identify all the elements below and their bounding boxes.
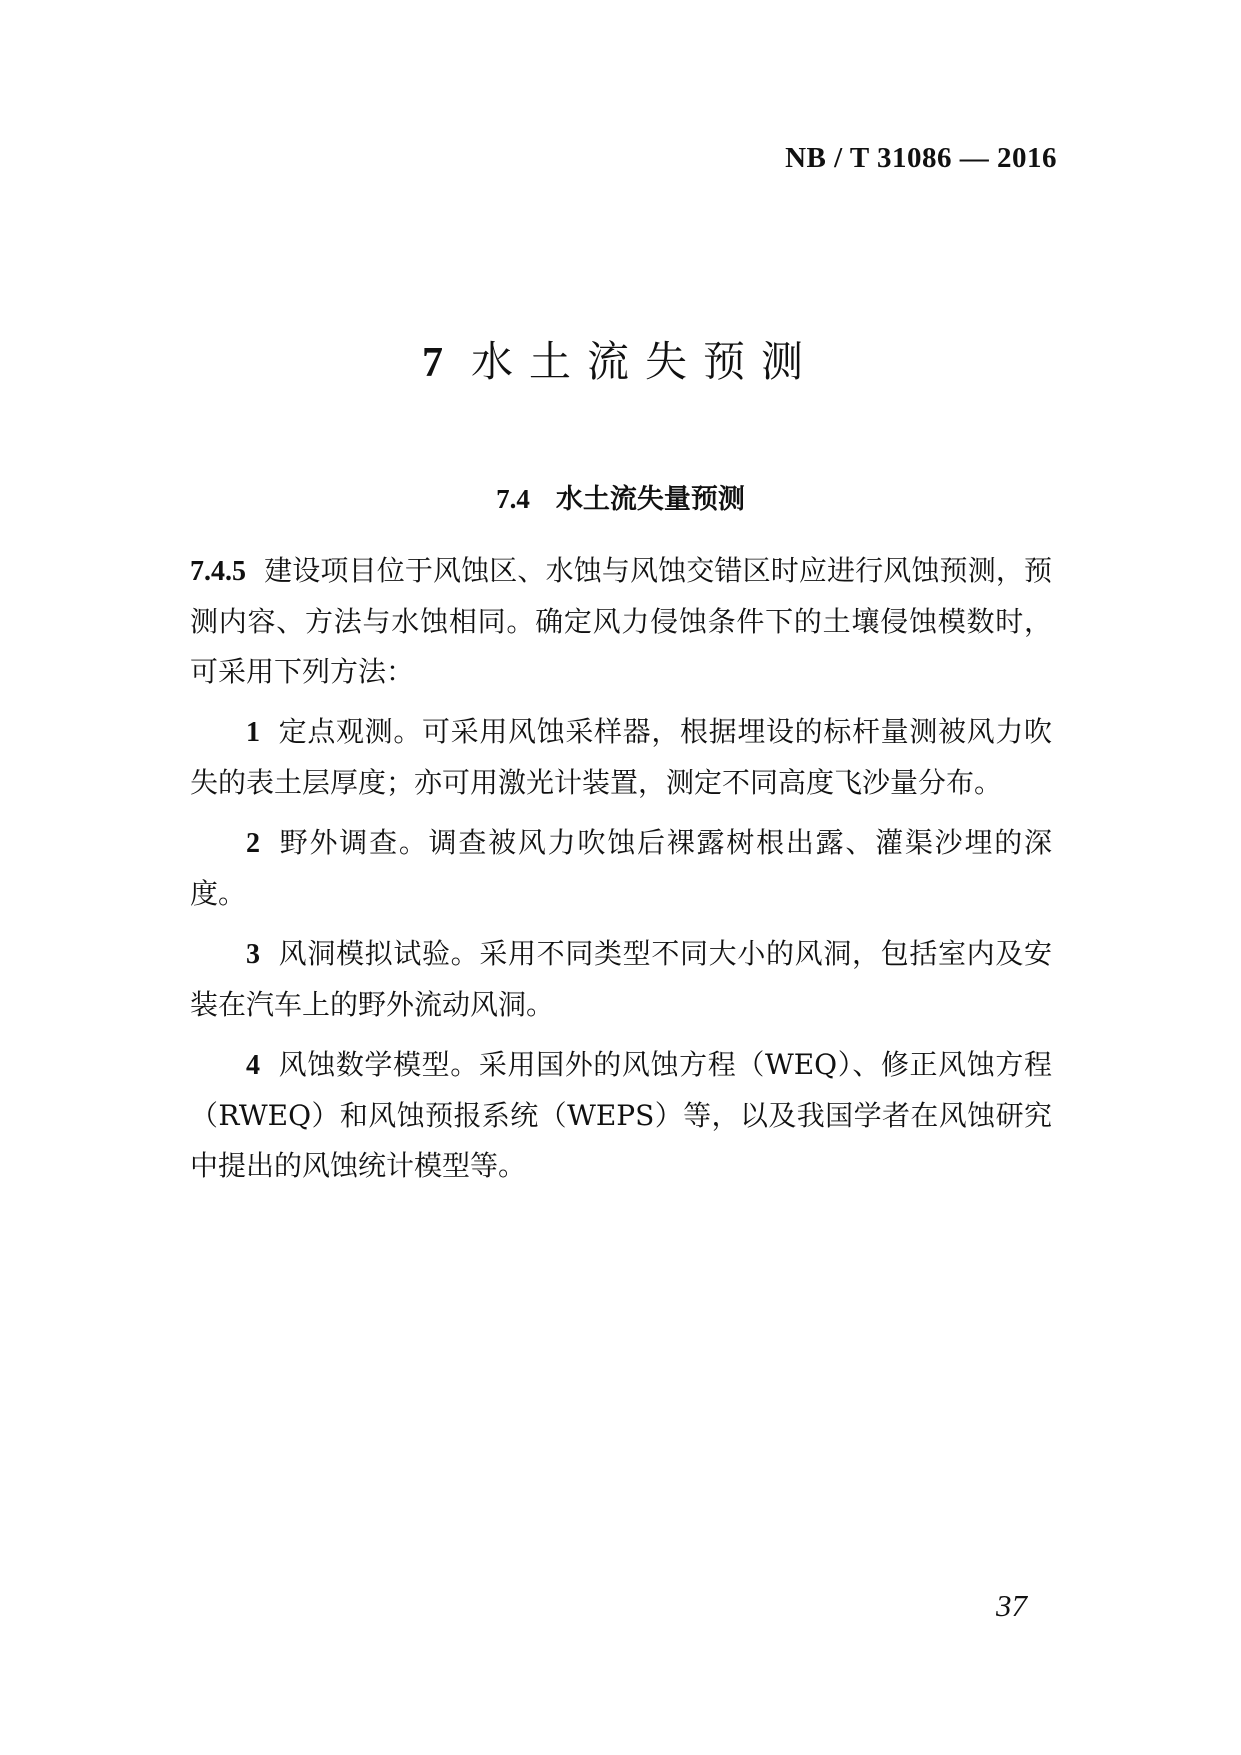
item-number: 3 <box>246 939 260 970</box>
chapter-number: 7 <box>421 340 443 386</box>
list-item <box>190 818 1052 919</box>
list-item <box>190 1040 1052 1191</box>
item-number: 4 <box>246 1050 260 1081</box>
list-item <box>190 707 1052 808</box>
item-text: 风蚀数学模型。采用国外的风蚀方程（WEQ）、修正风蚀方程（RWEQ）和风蚀预报系统（WEPS）等，以及我国学者在风蚀研究中提出的风蚀统计模型等。 <box>190 1048 1052 1182</box>
item-number: 1 <box>246 717 260 748</box>
section-number: 7.4 <box>496 484 530 514</box>
clause-paragraph <box>190 546 1052 697</box>
item-text: 野外调查。调查被风力吹蚀后裸露树根出露、灌渠沙埋的深度。 <box>190 826 1052 910</box>
chapter-title <box>0 334 1241 391</box>
list-item <box>190 929 1052 1030</box>
page-number: 37 <box>996 1588 1027 1623</box>
chapter-title-text: 水土流失预测 <box>470 337 819 386</box>
item-text: 风洞模拟试验。采用不同类型不同大小的风洞，包括室内及安装在汽车上的野外流动风洞。 <box>190 937 1052 1021</box>
section-title-text: 水土流失量预测 <box>555 484 745 515</box>
clause-number: 7.4.5 <box>190 556 246 587</box>
clause-text: 建设项目位于风蚀区、水蚀与风蚀交错区时应进行风蚀预测，预测内容、方法与水蚀相同。确定风力侵蚀条件下的土壤侵蚀模数时，可采用下列方法： <box>190 554 1052 688</box>
item-text: 定点观测。可采用风蚀采样器，根据埋设的标杆量测被风力吹失的表土层厚度；亦可用激光计装置，测定不同高度飞沙量分布。 <box>190 715 1052 799</box>
standard-code: NB / T 31086 — 2016 <box>785 142 1057 174</box>
item-number: 2 <box>246 828 260 859</box>
clause-body <box>190 546 1052 1201</box>
section-title <box>0 479 1241 520</box>
